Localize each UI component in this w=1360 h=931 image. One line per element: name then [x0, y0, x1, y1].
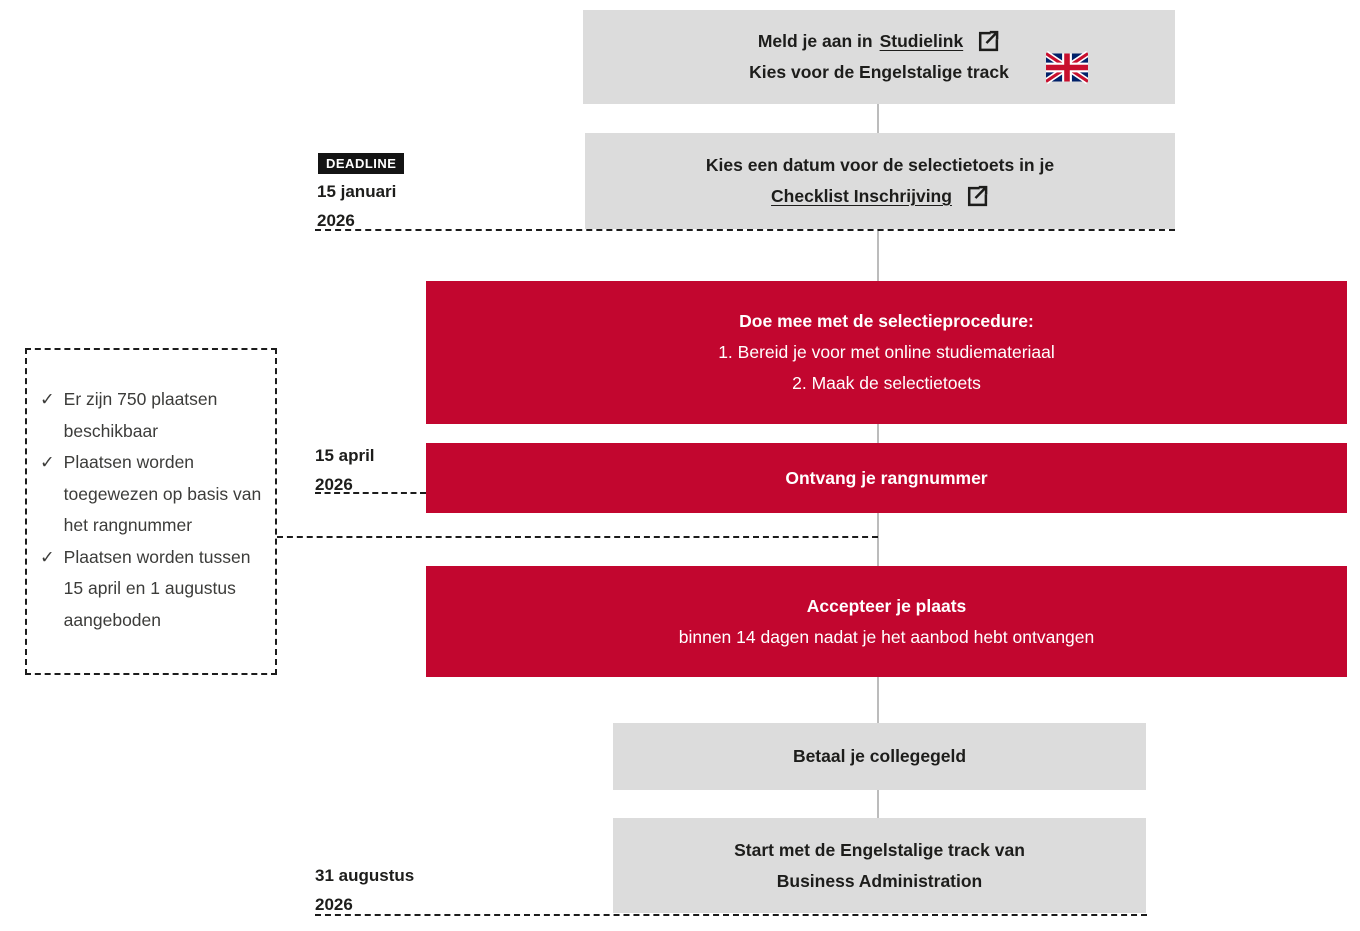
uk-flag-icon [1046, 51, 1088, 84]
start-line1: Start met de Engelstalige track van [734, 839, 1025, 860]
external-link-icon [964, 184, 989, 209]
studielink-link[interactable]: Studielink [879, 31, 964, 51]
choose-date-line2 [771, 181, 989, 212]
accept-title: Accepteer je plaats [806, 595, 967, 616]
selection-title: Doe mee met de selectieprocedure: [739, 311, 1034, 331]
step-pay-box [613, 723, 1146, 790]
step-start-box [613, 818, 1146, 913]
selection-item2: 2. Maak de selectietoets [792, 373, 981, 393]
date-31-augustus-year: 2026 [315, 895, 353, 914]
dashed-line-15-januari [315, 229, 1175, 231]
list-item [40, 447, 267, 542]
step-accept-box [426, 566, 1347, 677]
date-15-april-year: 2026 [315, 475, 353, 494]
step-choose-date-box [585, 133, 1175, 229]
note-text: Plaatsen worden toegewezen op basis van het rangnummer [63, 452, 262, 535]
selection-item1: 1. Bereid je voor met online studiemateriaal [718, 342, 1055, 362]
checkmark-icon: ✓ [40, 389, 55, 409]
signup-line2 [749, 57, 1009, 88]
checklist-inschrijving-link[interactable]: Checklist Inschrijving [771, 186, 952, 206]
external-link-icon [975, 29, 1000, 54]
date-15-januari [317, 177, 396, 235]
step-selection-box [426, 281, 1347, 424]
rank-title: Ontvang je rangnummer [785, 467, 988, 488]
choose-date-line1-text: Kies een datum voor de selectietoets in je [705, 155, 1055, 175]
date-15-januari-text: 15 januari [317, 182, 397, 201]
checkmark-icon: ✓ [40, 546, 55, 567]
placement-notes-box [25, 348, 277, 675]
date-31-augustus [315, 861, 414, 919]
dashed-line-31-augustus [315, 914, 1147, 916]
choose-date-line1 [706, 150, 1054, 181]
signup-line1-text: Meld je aan in [757, 31, 873, 51]
date-15-april-text: 15 april [315, 446, 375, 465]
step-rank-box [426, 443, 1347, 513]
start-line2: Business Administration [776, 870, 983, 891]
checkmark-icon: ✓ [40, 452, 55, 472]
signup-line2-text: Kies voor de Engelstalige track [749, 62, 1009, 82]
deadline-badge: DEADLINE [318, 153, 404, 174]
list-item [40, 384, 267, 447]
pay-title: Betaal je collegegeld [792, 746, 967, 766]
list-item [40, 542, 267, 637]
signup-line1 [758, 26, 1000, 57]
date-15-januari-year: 2026 [317, 211, 355, 230]
dashed-line-notes-connector [277, 536, 878, 538]
date-15-april [315, 441, 375, 499]
accept-subtitle: binnen 14 dagen nadat je het aanbod hebt ontvangen [678, 626, 1095, 647]
note-text: Er zijn 750 plaatsen beschikbaar [63, 389, 218, 441]
date-31-augustus-text: 31 augustus [315, 866, 415, 885]
note-text: Plaatsen worden tussen 15 april en 1 augustus aangeboden [63, 546, 251, 630]
